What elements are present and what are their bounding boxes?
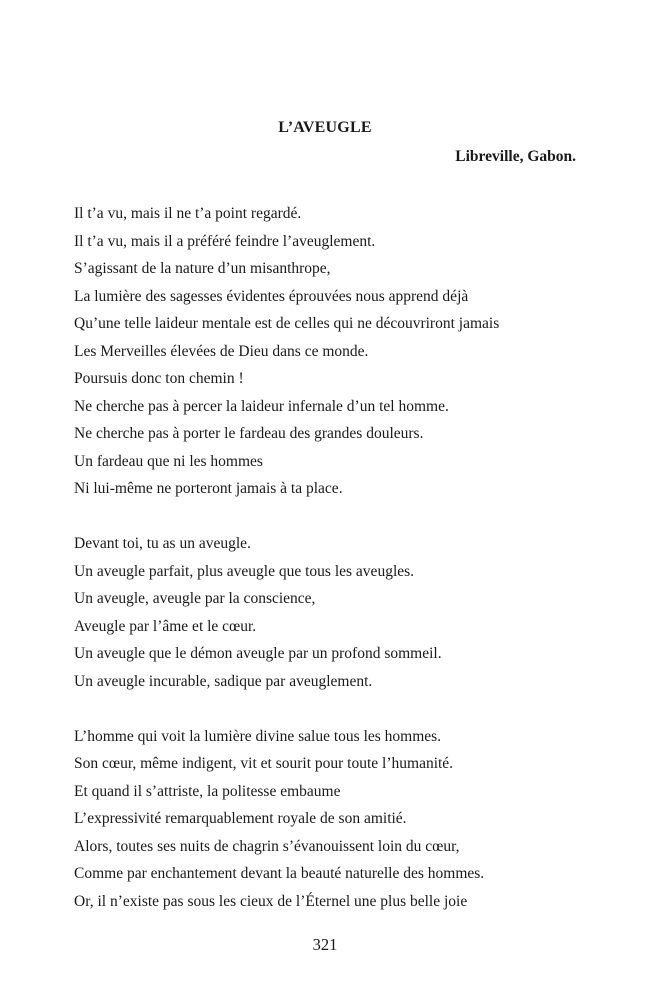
poem-body [74, 200, 594, 915]
verse-line: La lumière des sagesses évidentes éprouvées nous apprend déjà [74, 287, 469, 305]
verse-line: Ni lui-même ne porteront jamais à ta place. [74, 480, 343, 497]
verse-line: Devant toi, tu as un aveugle. [74, 535, 251, 552]
verse-line: Ne cherche pas à percer la laideur infernale d’un tel homme. [74, 397, 449, 415]
stanza [74, 723, 594, 916]
verse-line: L’expressivité remarquablement royale de son amitié. [74, 810, 407, 827]
verse-line: Il t’a vu, mais il a préféré feindre l’aveuglement. [74, 232, 376, 250]
page-number: 321 [312, 935, 338, 954]
verse-line: Ne cherche pas à porter le fardeau des grandes douleurs. [74, 425, 424, 442]
stanza [74, 530, 594, 695]
verse-line: S’agissant de la nature d’un misanthrope, [74, 260, 331, 277]
stanza [74, 200, 594, 503]
verse-line: L’homme qui voit la lumière divine salue tous les hommes. [74, 727, 442, 745]
verse-line: Un aveugle incurable, sadique par aveuglement. [74, 672, 373, 690]
verse-line: Un aveugle que le démon aveugle par un profond sommeil. [74, 645, 442, 662]
verse-line: Les Merveilles élevées de Dieu dans ce monde. [74, 342, 369, 360]
verse-line: Poursuis donc ton chemin ! [74, 370, 244, 387]
verse-line: Or, il n’existe pas sous les cieux de l’Éternel une plus belle joie [74, 892, 468, 910]
poem-location: Libreville, Gabon. [455, 148, 576, 165]
verse-line: Un fardeau que ni les hommes [74, 452, 263, 470]
verse-line: Son cœur, même indigent, vit et sourit pour toute l’humanité. [74, 755, 454, 772]
verse-line: Qu’une telle laideur mentale est de celles qui ne découvriront jamais [74, 315, 500, 332]
verse-line: Aveugle par l’âme et le cœur. [74, 617, 257, 635]
verse-line: Comme par enchantement devant la beauté naturelle des hommes. [74, 865, 485, 882]
verse-line: Un aveugle parfait, plus aveugle que tous les aveugles. [74, 562, 415, 580]
verse-line: Il t’a vu, mais il ne t’a point regardé. [74, 205, 302, 222]
verse-line: Alors, toutes ses nuits de chagrin s’évanouissent loin du cœur, [74, 837, 460, 855]
verse-line: Un aveugle, aveugle par la conscience, [74, 590, 316, 607]
poem-title: L’AVEUGLE [278, 119, 372, 136]
verse-line: Et quand il s’attriste, la politesse embaume [74, 782, 341, 800]
